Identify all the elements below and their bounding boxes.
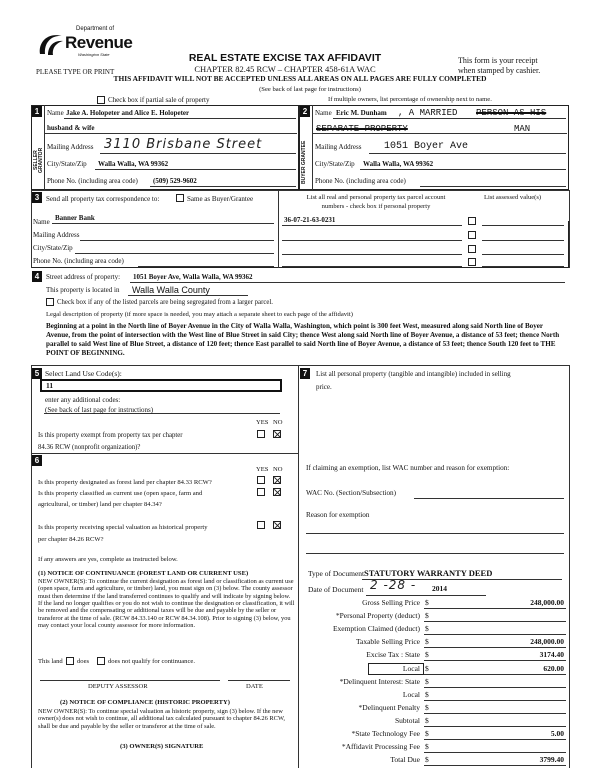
same-as-buyer-checkbox[interactable] — [176, 194, 184, 202]
tax-row-value[interactable]: 620.00 — [543, 664, 564, 673]
send-mailing-label: Mailing Address — [33, 231, 80, 239]
notice2-body: NEW OWNER(S): To continue special valuation as historic property, sign (3) below. If the new owner(s) does not wish to continue, all additional tax calculated pursuant to chapter 84.26 RCW, shall be due and payable by the seller or transferor at the time of sale. — [38, 708, 285, 730]
tax-row-currency: $ — [425, 729, 429, 738]
send-name-label: Name — [33, 218, 50, 226]
send-phone-label: Phone No. (including area code) — [33, 257, 124, 265]
exempt-no-checkbox[interactable] — [273, 430, 281, 438]
buyer-mailing-label: Mailing Address — [315, 143, 362, 151]
partial-sale-checkbox[interactable] — [97, 96, 105, 104]
tax-row-label: Subtotal — [394, 716, 420, 725]
tax-row-currency: $ — [425, 703, 429, 712]
street-address[interactable]: 1051 Boyer Ave, Walla Walla, WA 99362 — [133, 273, 253, 281]
receipt-note-1: This form is your receipt — [458, 56, 538, 65]
buyer-mailing[interactable]: 1051 Boyer Ave — [384, 141, 469, 152]
section6-yes-header: YES — [256, 466, 269, 473]
exempt-question: Is this property exempt from property tax per chapter — [38, 432, 183, 439]
parcel-3-personal-checkbox[interactable] — [468, 245, 476, 253]
does-not-label: does not qualify for continuance. — [108, 658, 195, 665]
tax-row-label: Total Due — [390, 755, 420, 764]
form-title: REAL ESTATE EXCISE TAX AFFIDAVIT — [188, 52, 382, 64]
dor-logo — [36, 26, 133, 66]
historic-yes-checkbox[interactable] — [257, 521, 265, 529]
seller-city[interactable]: Walla Walla, WA 99362 — [98, 160, 169, 168]
same-as-buyer-label: Same as Buyer/Grantee — [187, 195, 254, 203]
buyer-side-label: BUYER GRANTEE — [301, 140, 307, 185]
located-county[interactable]: Walla Walla County — [132, 285, 210, 295]
buyer-line2-struck[interactable]: SEPARATE PROPERTY — [316, 124, 408, 134]
tax-row-label: *Delinquent Interest: State — [339, 677, 420, 686]
tax-row-label: Excise Tax : State — [366, 650, 420, 659]
land-use-input[interactable] — [40, 379, 282, 392]
parcel-1-personal-checkbox[interactable] — [468, 217, 476, 225]
notice1-body: NEW OWNER(S): To continue the current designation as forest land or classification as current use (open space, farm and agriculture, or timber) land, you must sign on (3) below. The county assessor must then determine if the land transferred continues to qualify and will indicate by signing below. If the land no longer qualifies or you do not wish to continue the designation or classification, it will be removed and the compensating or additional taxes will be due and payable by the seller or transferor at the time of sale. (RCW 84.33.140 or RCW 84.34.108). Prior to signing (3) below, you may contact your local county assessor for more information. — [38, 578, 295, 630]
form-warning: THIS AFFIDAVIT WILL NOT BE ACCEPTED UNLESS ALL AREAS ON ALL PAGES ARE FULLY COMPLETED — [113, 74, 487, 83]
historic-question-2: per chapter 84.26 RCW? — [38, 536, 104, 543]
notice2-title: (2) NOTICE OF COMPLIANCE (HISTORIC PROPERTY) — [60, 699, 230, 706]
parcel-number-1[interactable]: 36-07-21-63-0231 — [284, 216, 336, 224]
tax-row-value[interactable]: 248,000.00 — [530, 637, 564, 646]
dept-prefix: Department of — [76, 26, 115, 32]
current-use-question: Is this property classified as current use (open space, farm and — [38, 490, 203, 497]
section-5-number: 5 — [32, 368, 42, 379]
does-label: does — [77, 658, 90, 665]
reason-label: Reason for exemption — [306, 511, 370, 519]
buyer-name-typed[interactable]: , A MARRIED — [398, 108, 458, 118]
section6-no-header: NO — [273, 466, 283, 473]
send-correspondence-label: Send all property tax correspondence to: — [46, 195, 160, 203]
tax-row-currency: $ — [425, 716, 429, 725]
segregated-checkbox[interactable] — [46, 298, 54, 306]
date-label: DATE — [246, 683, 263, 690]
parcel-header-2: numbers - check box if personal property — [321, 203, 431, 210]
assessed-header: List assessed value(s) — [484, 194, 542, 201]
tax-row-currency: $ — [425, 637, 429, 646]
if-yes-note: If any answers are yes, complete as instructed below. — [38, 556, 178, 563]
tax-row-currency: $ — [425, 624, 429, 633]
print-instructions: PLEASE TYPE OR PRINT — [36, 68, 115, 76]
partial-sale-label: Check box if partial sale of property — [108, 96, 210, 104]
buyer-line2-end[interactable]: MAN — [514, 124, 531, 134]
buyer-city-label: City/State/Zip — [315, 160, 355, 168]
legal-desc-label: Legal description of property (if more space is needed, you may attach a separate sheet to each page of the affidavit) — [46, 311, 353, 318]
additional-codes-label: enter any additional codes: — [45, 396, 121, 404]
tax-row-currency: $ — [425, 742, 429, 751]
seller-phone-label: Phone No. (including area code) — [47, 177, 138, 185]
tax-row-label: *State Technology Fee — [351, 729, 420, 738]
section-3-number: 3 — [32, 192, 42, 203]
tax-row-currency: $ — [425, 690, 429, 699]
legal-description[interactable]: Beginning at a point in the North line of Boyer Avenue in the City of Walla Walla, Washington, which point is 300 feet West, measured along said North line of Boyer Avenue, from the point of intersection with the West line of Blue Street in said City; thence West along said North line of Boyer Avenue, a distance of 53 feet; thence North parallel to said West line of Blue Street, a distance of 120 feet; thence East parallel to said North line of Boyer Avenue, a distance of 53 feet; thence South 120 feet to THE POINT OF BEGINNING. — [46, 322, 560, 357]
tax-row-currency: $ — [425, 598, 429, 607]
forest-question: Is this property designated as forest land per chapter 84.33 RCW? — [38, 479, 212, 486]
historic-no-checkbox[interactable] — [273, 521, 281, 529]
located-label: This property is located in — [46, 286, 120, 294]
buyer-name[interactable]: Eric M. Dunham — [336, 109, 387, 117]
current-use-yes-checkbox[interactable] — [257, 488, 265, 496]
exempt-question-2: 84.36 RCW (nonprofit organization)? — [38, 444, 141, 451]
tax-row-value[interactable]: 248,000.00 — [530, 598, 564, 607]
buyer-city[interactable]: Walla Walla, WA 99362 — [363, 160, 434, 168]
seller-name[interactable]: Jake A. Holopeter and Alice E. Holopeter — [66, 109, 190, 117]
seller-name-line2[interactable]: husband & wife — [47, 124, 95, 132]
parcel-4-personal-checkbox[interactable] — [468, 258, 476, 266]
tax-row-label: *Affidavit Processing Fee — [341, 742, 420, 751]
form-subtitle: CHAPTER 82.45 RCW – CHAPTER 458-61A WAC — [194, 64, 376, 74]
current-use-no-checkbox[interactable] — [273, 488, 281, 496]
see-back-5: (See back of last page for instructions) — [45, 406, 154, 414]
seller-name-label: Name — [47, 109, 64, 117]
land-use-code[interactable]: 11 — [46, 381, 54, 390]
doc-date-hand[interactable]: 2 -28 - — [370, 578, 417, 592]
owner-signature-label: (3) OWNER(S) SIGNATURE — [120, 743, 204, 750]
tax-row-label: Gross Selling Price — [362, 598, 420, 607]
exempt-yes-checkbox[interactable] — [257, 430, 265, 438]
doc-date-year[interactable]: 2014 — [432, 584, 447, 593]
tax-row-value[interactable]: 5.00 — [550, 729, 564, 738]
section-7-number: 7 — [300, 368, 310, 379]
tax-row-label: *Delinquent Penalty — [358, 703, 420, 712]
tax-row-label: Local — [402, 664, 420, 673]
tax-row-label: Taxable Selling Price — [355, 637, 420, 646]
tax-row-label: Local — [402, 690, 420, 699]
seller-city-label: City/State/Zip — [47, 160, 87, 168]
send-name[interactable]: Banner Bank — [55, 214, 95, 222]
local-tax-box — [368, 663, 424, 675]
doc-date-label: Date of Document — [308, 585, 364, 594]
seller-mailing[interactable]: 3110 Brisbane Street — [104, 137, 263, 152]
multiple-owners-note: If multiple owners, list percentage of ownership next to name. — [328, 96, 492, 103]
this-land-label: This land — [38, 658, 63, 665]
dor-logo-swoosh-icon — [36, 30, 66, 60]
buyer-name-label: Name — [315, 109, 332, 117]
notice1-title: (1) NOTICE OF CONTINUANCE (FOREST LAND OR CURRENT USE) — [38, 570, 249, 577]
send-city-label: City/State/Zip — [33, 244, 73, 252]
tax-row-label: *Personal Property (deduct) — [335, 611, 420, 620]
personal-property-label-2: price. — [316, 383, 332, 391]
deputy-assessor-label: DEPUTY ASSESSOR — [88, 683, 148, 690]
section-4-number: 4 — [32, 271, 42, 282]
doc-type[interactable]: STATUTORY WARRANTY DEED — [364, 568, 493, 578]
forest-no-checkbox[interactable] — [273, 476, 281, 484]
dept-name: Revenue — [65, 33, 133, 52]
section5-yes-header: YES — [256, 419, 269, 426]
exemption-label: If claiming an exemption, list WAC number and reason for exemption: — [306, 464, 510, 472]
doc-type-label: Type of Document — [308, 569, 365, 578]
parcel-header-1: List all real and personal property tax parcel account — [306, 194, 446, 201]
tax-row-currency: $ — [425, 650, 429, 659]
tax-row-currency: $ — [425, 611, 429, 620]
tax-row-value[interactable]: 3799.40 — [539, 755, 564, 764]
current-use-question-2: agricultural, or timber) land per chapter 84.34? — [38, 501, 162, 508]
receipt-note-2: when stamped by cashier. — [458, 66, 541, 75]
tax-row-currency: $ — [425, 677, 429, 686]
tax-row-currency: $ — [425, 755, 429, 764]
tax-row-value[interactable]: 3174.40 — [539, 650, 564, 659]
seller-mailing-label: Mailing Address — [47, 143, 94, 151]
land-use-label: Select Land Use Code(s): — [45, 369, 122, 378]
buyer-name-struck[interactable]: PERSON AS HIS — [476, 108, 547, 118]
parcel-2-personal-checkbox[interactable] — [468, 231, 476, 239]
seller-side-label: SELLER GRANTOR — [33, 147, 44, 174]
tax-row-label: Exemption Claimed (deduct) — [332, 624, 420, 633]
section-6-number: 6 — [32, 455, 42, 466]
buyer-phone-label: Phone No. (including area code) — [315, 177, 406, 185]
seller-phone[interactable]: (509) 529-9602 — [153, 177, 197, 185]
forest-yes-checkbox[interactable] — [257, 476, 265, 484]
section-2-number: 2 — [300, 106, 310, 117]
section-1-number: 1 — [32, 106, 42, 117]
street-address-label: Street address of property: — [46, 273, 121, 281]
segregated-label: Check box if any of the listed parcels are being segregated from a larger parcel. — [57, 299, 273, 306]
does-not-qualify-checkbox[interactable] — [97, 657, 105, 665]
tax-row-currency: $ — [425, 664, 429, 673]
historic-question: Is this property receiving special valuation as historical property — [38, 524, 208, 531]
wac-label: WAC No. (Section/Subsection) — [306, 489, 397, 497]
dept-sub: Washington State — [78, 52, 110, 57]
see-back-note: (See back of last page for instructions) — [259, 86, 361, 93]
does-qualify-checkbox[interactable] — [66, 657, 74, 665]
personal-property-label: List all personal property (tangible and intangible) included in selling — [316, 370, 511, 378]
section5-no-header: NO — [273, 419, 283, 426]
